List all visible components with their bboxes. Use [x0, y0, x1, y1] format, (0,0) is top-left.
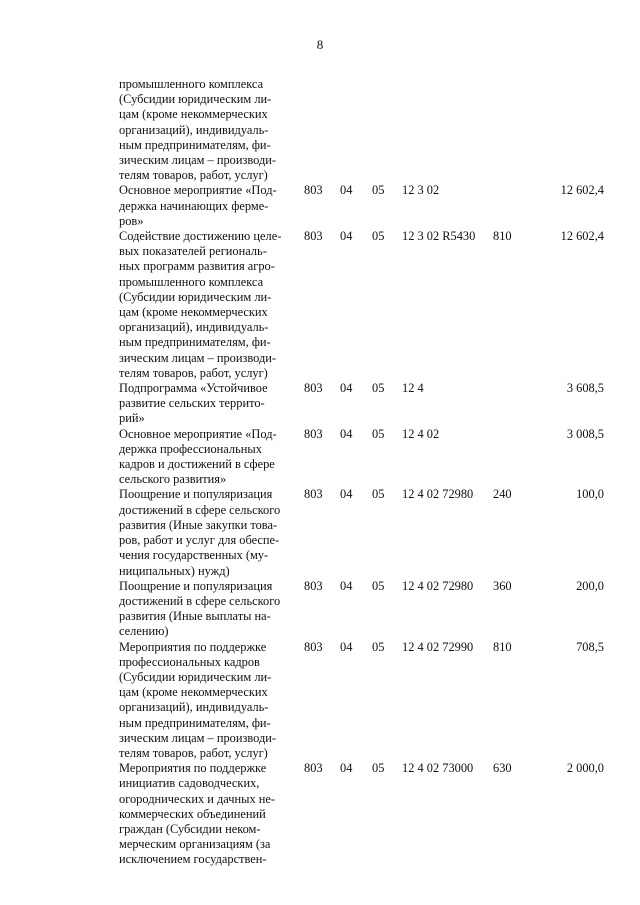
row-name: Подпрограмма «Устойчивое развитие сельских террито- рий»: [119, 381, 268, 426]
row-target-article: 12 4 02: [402, 426, 440, 441]
table-row: [0, 427, 640, 488]
row-expense-type: 810: [493, 639, 512, 654]
row-sum: 100,0: [576, 487, 604, 502]
table-row: [0, 487, 640, 578]
table-row: [0, 183, 640, 229]
row-grbs: 803: [304, 229, 323, 244]
row-subsection: 05: [372, 487, 385, 502]
row-expense-type: 360: [493, 578, 512, 593]
row-sum: 2 000,0: [566, 761, 604, 776]
row-section: 04: [340, 183, 353, 198]
row-sum: 200,0: [576, 578, 604, 593]
row-target-article: 12 3 02 R5430: [402, 229, 476, 244]
row-expense-type: 810: [493, 229, 512, 244]
row-expense-type: 630: [493, 761, 512, 776]
row-name: Мероприятия по поддержке инициатив садоводческих, огороднических и дачных не- коммерческих объединений граждан (Субсидии неком- мерческим организациям (за исключением государствен-: [119, 761, 276, 867]
row-grbs: 803: [304, 487, 323, 502]
row-name: Мероприятия по поддержке профессиональных кадров (Субсидии юридическим ли- цам (кроме некоммерческих организаций), индивидуаль- ным предпринимателям, фи- зическим лицам – производи- телям товаров, работ, услуг): [119, 639, 277, 760]
row-name: Поощрение и популяризация достижений в сфере сельского развития (Иные выплаты на- селению): [119, 578, 281, 639]
row-target-article: 12 4 02 73000: [402, 761, 474, 776]
budget-table: [0, 77, 640, 868]
row-name: Основное мероприятие «Под- держка профессиональных кадров и достижений в сфере сельского развития»: [119, 426, 277, 487]
row-grbs: 803: [304, 578, 323, 593]
row-name: Содействие достижению целе- вых показателей региональ- ных программ развития агро- промышленного комплекса (Субсидии юридическим ли- цам (кроме некоммерческих организаций), индивидуаль- ным предпринимателям, фи- зическим лицам – производи- телям товаров, работ, услуг): [119, 229, 282, 380]
row-subsection: 05: [372, 426, 385, 441]
row-name: промышленного комплекса (Субсидии юридическим ли- цам (кроме некоммерческих организаций), индивидуаль- ным предпринимателям, фи- зическим лицам – производи- телям товаров, работ, услуг): [119, 77, 277, 183]
row-target-article: 12 4: [402, 381, 424, 396]
page-number: 8: [316, 37, 324, 52]
table-row: [0, 579, 640, 640]
table-row: [0, 640, 640, 762]
row-subsection: 05: [372, 761, 385, 776]
row-section: 04: [340, 487, 353, 502]
row-sum: 12 602,4: [560, 229, 604, 244]
row-target-article: 12 4 02 72990: [402, 639, 474, 654]
row-target-article: 12 4 02 72980: [402, 487, 474, 502]
row-expense-type: 240: [493, 487, 512, 502]
row-name: Поощрение и популяризация достижений в сфере сельского развития (Иные закупки това- ров, работ и услуг для обеспе- чения государственных (му- ниципальных) нужд): [119, 487, 281, 578]
table-row: [0, 77, 640, 183]
row-target-article: 12 4 02 72980: [402, 578, 474, 593]
row-subsection: 05: [372, 578, 385, 593]
table-row: [0, 229, 640, 381]
table-row: [0, 381, 640, 427]
row-subsection: 05: [372, 183, 385, 198]
row-subsection: 05: [372, 381, 385, 396]
row-grbs: 803: [304, 183, 323, 198]
table-row: [0, 761, 640, 867]
row-section: 04: [340, 229, 353, 244]
row-section: 04: [340, 639, 353, 654]
row-subsection: 05: [372, 229, 385, 244]
row-name: Основное мероприятие «Под- держка начинающих ферме- ров»: [119, 183, 277, 228]
row-section: 04: [340, 426, 353, 441]
row-sum: 708,5: [576, 639, 604, 654]
row-grbs: 803: [304, 639, 323, 654]
row-section: 04: [340, 381, 353, 396]
row-sum: 3 608,5: [566, 381, 604, 396]
row-sum: 3 008,5: [566, 426, 604, 441]
row-section: 04: [340, 578, 353, 593]
row-subsection: 05: [372, 639, 385, 654]
row-grbs: 803: [304, 381, 323, 396]
row-grbs: 803: [304, 426, 323, 441]
row-target-article: 12 3 02: [402, 183, 440, 198]
row-sum: 12 602,4: [560, 183, 604, 198]
row-section: 04: [340, 761, 353, 776]
row-grbs: 803: [304, 761, 323, 776]
